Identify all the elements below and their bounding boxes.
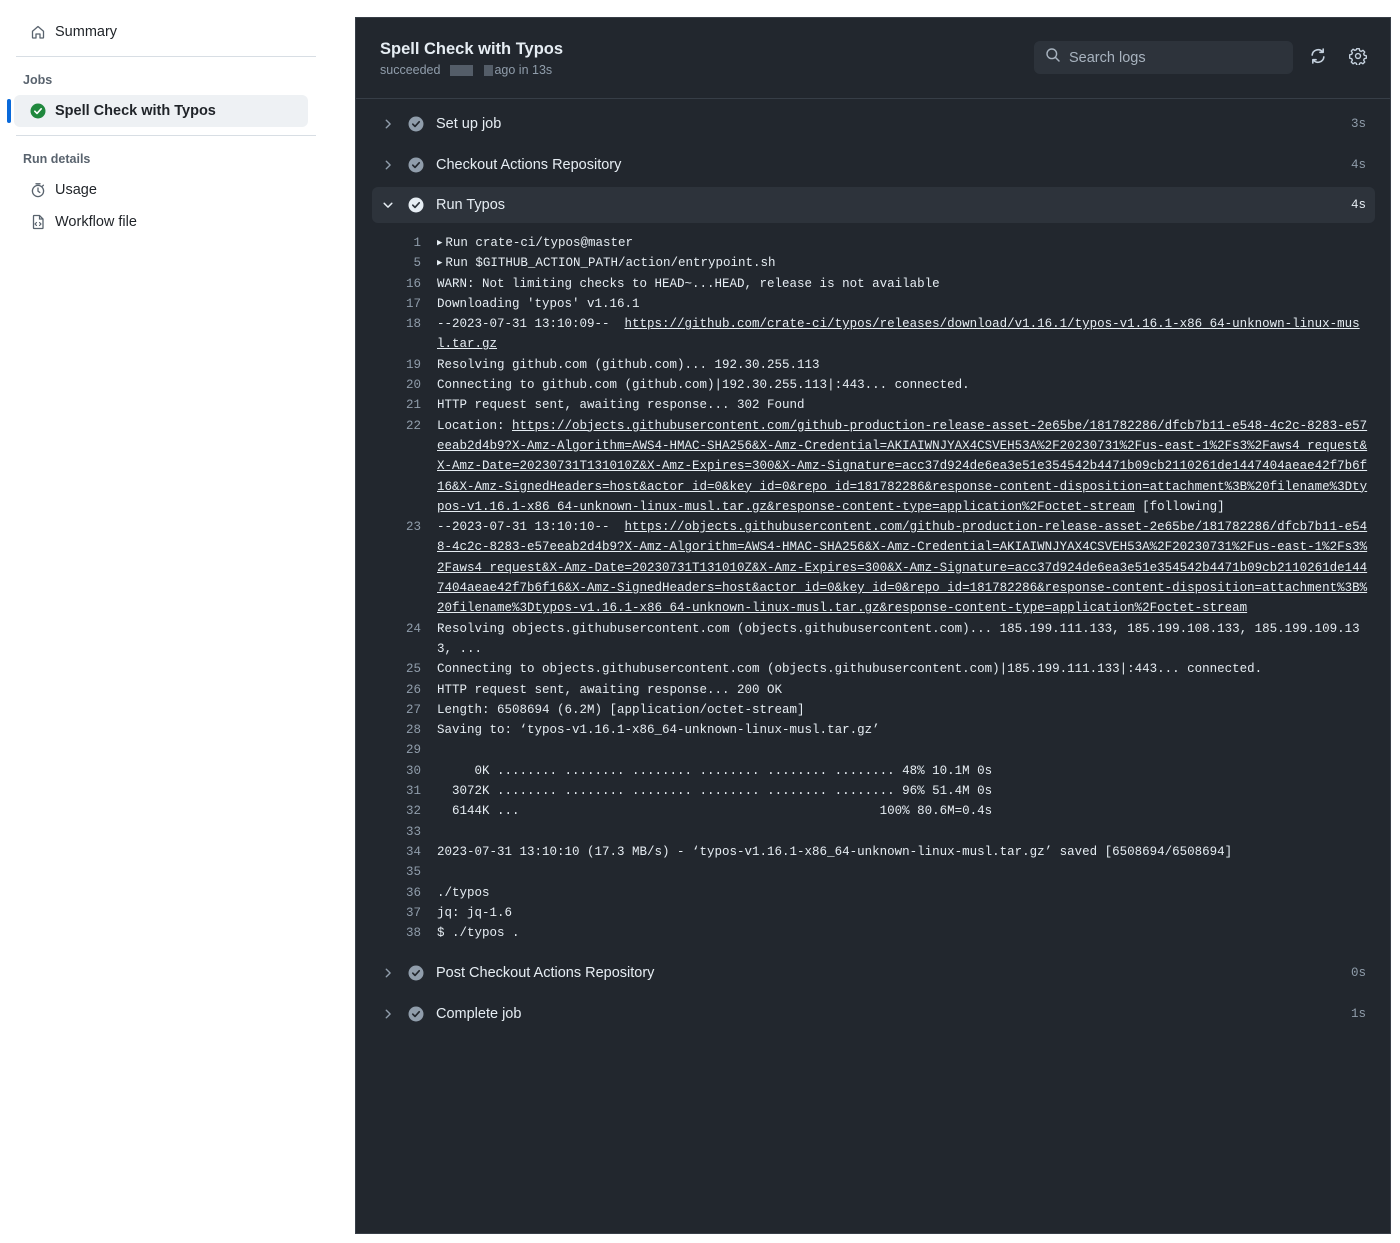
log-content: Connecting to github.com (github.com)|192.30.255.113|:443... connected. bbox=[437, 378, 970, 393]
steps-list bbox=[372, 106, 1375, 1036]
line-number[interactable]: 23 bbox=[405, 520, 421, 535]
chevron-right-icon bbox=[380, 965, 396, 981]
step-checkout-actions-repository[interactable] bbox=[372, 147, 1375, 183]
expand-group-icon[interactable]: ▶ bbox=[437, 258, 443, 269]
search-box[interactable] bbox=[1034, 41, 1293, 74]
log-line bbox=[372, 700, 1375, 720]
log-content: 2023-07-31 13:10:10 (17.3 MB/s) - ‘typos-v1.16.1-x86_64-unknown-linux-musl.tar.gz’ saved [6508694/6508694] bbox=[437, 844, 1233, 859]
log-text bbox=[437, 355, 1372, 375]
file-code-icon bbox=[30, 214, 46, 230]
log-text bbox=[437, 822, 1372, 842]
sidebar-item-label: Workflow file bbox=[55, 214, 137, 230]
step-duration: 4s bbox=[1350, 198, 1366, 212]
log-line bbox=[372, 619, 1375, 660]
step-name: Post Checkout Actions Repository bbox=[436, 965, 655, 982]
log-text bbox=[437, 314, 1372, 355]
line-number[interactable]: 20 bbox=[405, 378, 421, 393]
line-number[interactable]: 30 bbox=[405, 763, 421, 778]
step-duration: 0s bbox=[1350, 966, 1366, 981]
log-line bbox=[372, 274, 1375, 294]
chevron-down-icon bbox=[380, 197, 396, 213]
expand-group-icon[interactable]: ▶ bbox=[437, 238, 443, 248]
line-number[interactable]: 36 bbox=[405, 885, 421, 900]
line-number[interactable]: 33 bbox=[405, 824, 421, 839]
check-circle-icon bbox=[408, 965, 424, 981]
step-run-typos[interactable] bbox=[372, 187, 1375, 223]
log-line bbox=[372, 416, 1375, 517]
line-number[interactable]: 37 bbox=[405, 905, 421, 920]
log-suffix: [following] bbox=[1134, 499, 1225, 514]
log-output bbox=[372, 233, 1375, 943]
log-line bbox=[372, 517, 1375, 618]
log-line bbox=[372, 355, 1375, 375]
home-icon bbox=[30, 24, 46, 40]
log-text bbox=[437, 700, 1372, 720]
line-number[interactable]: 24 bbox=[405, 621, 421, 636]
log-prefix: Location: bbox=[437, 418, 513, 433]
log-text bbox=[437, 395, 1372, 415]
check-circle-icon bbox=[408, 157, 424, 173]
check-circle-icon bbox=[408, 197, 424, 213]
log-text bbox=[437, 923, 1372, 943]
line-number[interactable]: 28 bbox=[405, 723, 421, 738]
chevron-right-icon bbox=[380, 116, 396, 132]
log-content: Downloading 'typos' v1.16.1 bbox=[437, 296, 640, 311]
job-header bbox=[356, 18, 1390, 99]
step-duration: 3s bbox=[1350, 117, 1366, 131]
refresh-button[interactable] bbox=[1308, 48, 1328, 68]
line-number[interactable]: 25 bbox=[405, 662, 421, 677]
log-content: Resolving github.com (github.com)... 192.30.255.113 bbox=[437, 357, 820, 372]
log-text bbox=[437, 740, 1372, 760]
log-link[interactable]: https://objects.githubusercontent.com/github-production-release-asset-2e65be/181782286/dfcb7b11-e548-4c2c-8283-e57eeab2d4b9?X-Amz-Algorithm=AWS4-HMAC-SHA256&X-Amz-Credential=AKIAIWNJYAX4CSVEH53A%2F20230731%2Fus-east-1%2Fs3%2Faws4_request&X-Amz-Date=20230731T131010Z&X-Amz-Expires=300&X-Amz-Signature=acc37d924de6ea3e51e354542b4471b09cb2110261de1447404aeae42f7b6f16&X-Amz-SignedHeaders=host&actor_id=0&key_id=0&repo_id=181782286&response-content-disposition=attachment%3B%20filename%3Dtypos-v1.16.1-x86_64-unknown-linux-musl.tar.gz&response-content-type=application%2Foctet-stream bbox=[437, 418, 1368, 514]
log-text bbox=[437, 761, 1372, 781]
log-prefix: --2023-07-31 13:10:10-- bbox=[437, 520, 625, 535]
chevron-right-icon bbox=[380, 1006, 396, 1022]
log-content: jq: jq-1.6 bbox=[437, 905, 513, 920]
log-content: 6144K ... 100% 80.6M=0.4s bbox=[437, 804, 993, 819]
log-text bbox=[437, 680, 1372, 700]
log-line bbox=[372, 395, 1375, 415]
sidebar-item-job[interactable] bbox=[14, 95, 308, 127]
line-number[interactable]: 5 bbox=[413, 256, 421, 271]
log-link[interactable]: https://github.com/crate-ci/typos/releases/download/v1.16.1/typos-v1.16.1-x86_64-unknown-linux-musl.tar.gz bbox=[437, 317, 1360, 352]
log-text bbox=[437, 781, 1372, 801]
log-content: Saving to: ‘typos-v1.16.1-x86_64-unknown-linux-musl.tar.gz’ bbox=[437, 723, 880, 738]
log-line bbox=[372, 253, 1375, 273]
log-content: 0K ........ ........ ........ ........ ........ ........ 48% 10.1M 0s bbox=[437, 763, 993, 778]
log-content: WARN: Not limiting checks to HEAD~...HEAD, release is not available bbox=[437, 276, 940, 291]
log-content: Run crate-ci/typos@master bbox=[445, 236, 633, 250]
log-content: Length: 6508694 (6.2M) [application/octet-stream] bbox=[437, 702, 805, 717]
log-text bbox=[437, 801, 1372, 821]
step-complete-job[interactable] bbox=[372, 996, 1375, 1032]
log-line bbox=[372, 781, 1375, 801]
gear-icon bbox=[1349, 47, 1367, 70]
log-line bbox=[372, 659, 1375, 679]
step-name: Run Typos bbox=[436, 197, 506, 213]
job-log-panel bbox=[355, 17, 1391, 1234]
log-line bbox=[372, 680, 1375, 700]
check-circle-icon bbox=[408, 116, 424, 132]
log-content: Resolving objects.githubusercontent.com (objects.githubusercontent.com)... 185.199.111.133, 185.199.108.133, 185.199.109.133, ... bbox=[437, 621, 1360, 656]
log-text bbox=[437, 883, 1372, 903]
log-text bbox=[437, 416, 1372, 517]
line-number[interactable]: 18 bbox=[405, 317, 421, 332]
log-line bbox=[372, 883, 1375, 903]
line-number[interactable]: 38 bbox=[405, 926, 421, 941]
line-number[interactable]: 29 bbox=[405, 743, 421, 758]
job-status-line bbox=[380, 63, 552, 77]
line-number[interactable]: 34 bbox=[405, 844, 421, 859]
log-content: HTTP request sent, awaiting response... 200 OK bbox=[437, 682, 783, 697]
chevron-right-icon bbox=[380, 157, 396, 173]
run-details-heading: Run details bbox=[23, 152, 91, 166]
log-line bbox=[372, 375, 1375, 395]
log-prefix: --2023-07-31 13:10:09-- bbox=[437, 317, 625, 332]
step-name: Complete job bbox=[436, 1005, 522, 1022]
jobs-heading: Jobs bbox=[23, 73, 53, 87]
line-number[interactable]: 1 bbox=[413, 236, 421, 250]
sidebar-item-label: Spell Check with Typos bbox=[55, 103, 216, 119]
log-line bbox=[372, 903, 1375, 923]
sidebar-item-workflow-file[interactable] bbox=[14, 206, 308, 238]
divider bbox=[16, 56, 316, 57]
divider bbox=[16, 135, 316, 136]
log-line bbox=[372, 842, 1375, 862]
step-name: Set up job bbox=[436, 116, 502, 132]
log-line bbox=[372, 740, 1375, 760]
log-line bbox=[372, 294, 1375, 314]
log-text bbox=[437, 720, 1372, 740]
log-text bbox=[437, 233, 1372, 253]
sidebar-item-summary[interactable] bbox=[14, 16, 308, 48]
log-text bbox=[437, 619, 1372, 660]
log-line bbox=[372, 233, 1375, 253]
log-line bbox=[372, 822, 1375, 842]
sidebar-item-label: Summary bbox=[55, 24, 118, 40]
sidebar bbox=[8, 16, 316, 238]
line-number[interactable]: 27 bbox=[405, 702, 421, 717]
log-text bbox=[437, 253, 1372, 273]
line-number[interactable]: 19 bbox=[405, 357, 421, 372]
status-text: succeeded bbox=[380, 63, 441, 77]
step-name: Checkout Actions Repository bbox=[436, 156, 622, 173]
log-text bbox=[437, 862, 1372, 882]
sync-icon bbox=[1309, 47, 1327, 70]
log-line bbox=[372, 923, 1375, 943]
line-number[interactable]: 35 bbox=[405, 865, 421, 880]
log-text bbox=[437, 903, 1372, 923]
log-content: Connecting to objects.githubusercontent.com (objects.githubusercontent.com)|185.199.111.133|:443... connected. bbox=[437, 662, 1263, 677]
log-text bbox=[437, 842, 1372, 862]
line-number[interactable]: 22 bbox=[405, 418, 421, 433]
check-circle-filled-icon bbox=[30, 103, 46, 119]
step-duration: 4s bbox=[1350, 157, 1366, 172]
step-post-checkout-actions-repository[interactable] bbox=[372, 955, 1375, 991]
redacted-block bbox=[450, 65, 473, 76]
log-text bbox=[437, 375, 1372, 395]
line-number[interactable]: 17 bbox=[405, 296, 421, 311]
redacted-block bbox=[484, 65, 493, 76]
check-circle-icon bbox=[408, 1006, 424, 1022]
job-title: Spell Check with Typos bbox=[380, 40, 564, 58]
log-text bbox=[437, 659, 1372, 679]
log-content: $ ./typos . bbox=[437, 926, 520, 941]
line-number[interactable]: 31 bbox=[405, 784, 421, 799]
sidebar-item-label: Usage bbox=[55, 182, 97, 198]
log-text bbox=[437, 294, 1372, 314]
log-line bbox=[372, 314, 1375, 355]
log-text bbox=[437, 274, 1372, 294]
log-line bbox=[372, 801, 1375, 821]
log-content: 3072K ........ ........ ........ ........ ........ ........ 96% 51.4M 0s bbox=[437, 784, 993, 799]
log-content: ./typos bbox=[437, 885, 490, 900]
log-text bbox=[437, 517, 1372, 618]
log-line bbox=[372, 761, 1375, 781]
search-input[interactable] bbox=[1069, 50, 1289, 66]
time-text: ago in 13s bbox=[494, 63, 553, 77]
stopwatch-icon bbox=[30, 182, 46, 198]
step-set-up-job[interactable] bbox=[372, 106, 1375, 142]
line-number[interactable]: 16 bbox=[405, 276, 421, 291]
line-number[interactable]: 32 bbox=[405, 804, 421, 819]
step-duration: 1s bbox=[1350, 1006, 1366, 1021]
line-number[interactable]: 26 bbox=[405, 682, 421, 697]
search-icon bbox=[1045, 47, 1061, 68]
log-line bbox=[372, 720, 1375, 740]
sidebar-item-usage[interactable] bbox=[14, 174, 308, 206]
log-content: Run $GITHUB_ACTION_PATH/action/entrypoint.sh bbox=[445, 256, 776, 271]
settings-button[interactable] bbox=[1348, 48, 1368, 68]
log-line bbox=[372, 862, 1375, 882]
log-content: HTTP request sent, awaiting response... 302 Found bbox=[437, 398, 805, 413]
log-link[interactable]: https://objects.githubusercontent.com/github-production-release-asset-2e65be/181782286/dfcb7b11-e548-4c2c-8283-e57eeab2d4b9?X-Amz-Algorithm=AWS4-HMAC-SHA256&X-Amz-Credential=AKIAIWNJYAX4CSVEH53A%2F20230731%2Fus-east-1%2Fs3%2Faws4_request&X-Amz-Date=20230731T131010Z&X-Amz-Expires=300&X-Amz-Signature=acc37d924de6ea3e51e354542b4471b09cb2110261de1447404aeae42f7b6f16&X-Amz-SignedHeaders=host&actor_id=0&key_id=0&repo_id=181782286&response-content-disposition=attachment%3B%20filename%3Dtypos-v1.16.1-x86_64-unknown-linux-musl.tar.gz&response-content-type=application%2Foctet-stream bbox=[437, 520, 1368, 616]
line-number[interactable]: 21 bbox=[405, 398, 421, 413]
